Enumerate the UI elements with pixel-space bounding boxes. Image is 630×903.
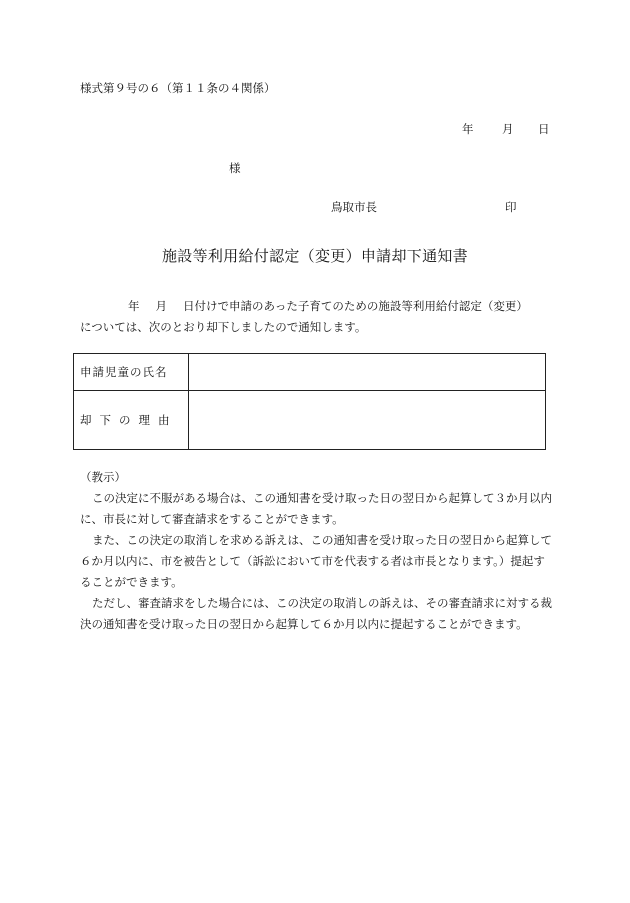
date-year: 年 [462, 122, 474, 136]
child-name-value [189, 354, 546, 391]
intro-text-line2: については、次のとおり却下しましたので通知します。 [80, 320, 367, 334]
issuer: 鳥取市長 [331, 200, 377, 214]
addressee: 様 [229, 161, 241, 175]
date-day: 日 [538, 122, 550, 136]
date-line [462, 121, 550, 137]
intro-paragraph [80, 296, 550, 338]
table-row [74, 391, 546, 450]
intro-month: 月 [155, 299, 167, 313]
form-number: 様式第９号の６（第１１条の４関係） [80, 81, 276, 95]
rejection-info-table [73, 353, 546, 450]
child-name-label: 申請児童の氏名 [74, 354, 189, 391]
document-title: 施設等利用給付認定（変更）申請却下通知書 [161, 247, 468, 265]
seal-mark: 印 [505, 200, 517, 214]
notice-paragraph-2: また、この決定の取消しを求める訴えは、この通知書を受け取った日の翌日から起算して６か月以内に、市を被告として（訴訟において市を代表する者は市長となります。）提起することができます。 [80, 533, 552, 589]
notice-section [80, 467, 552, 635]
date-month: 月 [502, 122, 514, 136]
notice-heading: （教示） [80, 470, 126, 484]
notice-paragraph-3: ただし、審査請求をした場合には、この決定の取消しの訴えは、その審査請求に対する裁決の通知書を受け取った日の翌日から起算して６か月以内に提起することができます。 [80, 596, 552, 631]
rejection-reason-label: 却下の理由 [74, 391, 189, 450]
intro-year: 年 [128, 299, 140, 313]
rejection-reason-value [189, 391, 546, 450]
intro-text-line1: 日付けで申請のあった子育てのための施設等利用給付認定（変更） [183, 299, 528, 313]
notice-paragraph-1: この決定に不服がある場合は、この通知書を受け取った日の翌日から起算して３か月以内に、市長に対して審査請求をすることができます。 [80, 491, 552, 526]
table-row [74, 354, 546, 391]
